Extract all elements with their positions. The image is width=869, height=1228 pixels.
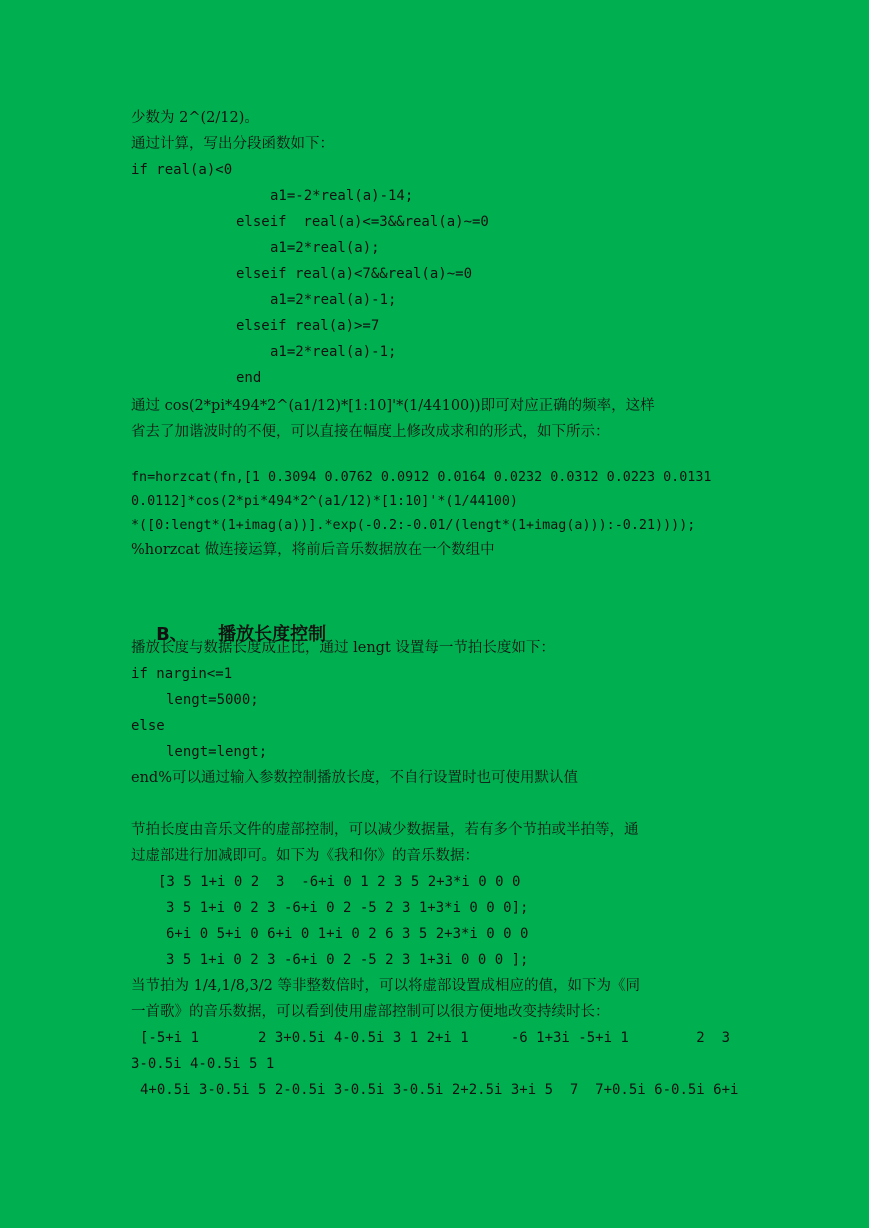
code-line: a1=-2*real(a)-14; — [270, 188, 414, 204]
text-line: 当节拍为 1/4,1/8,3/2 等非整数倍时，可以将虚部设置成相应的值，如下为《同 — [131, 978, 640, 994]
code-line: 3 5 1+i 0 2 3 -6+i 0 2 -5 2 3 1+3i 0 0 0 ]; — [166, 952, 529, 968]
code-line: else — [131, 718, 165, 734]
text-line: 播放长度与数据长度成正比，通过 lengt 设置每一节拍长度如下： — [131, 640, 555, 656]
code-line: *([0:lengt*(1+imag(a))].*exp(-0.2:-0.01/(lengt*(1+imag(a))):-0.21)))); — [131, 518, 696, 533]
text-line: %horzcat 做连接运算，将前后音乐数据放在一个数组中 — [131, 542, 495, 558]
code-line: elseif real(a)>=7 — [236, 318, 380, 334]
text-line: 一首歌》的音乐数据，可以看到使用虚部控制可以很方便地改变持续时长： — [131, 1004, 610, 1020]
text-line: 过虚部进行加减即可。如下为《我和你》的音乐数据： — [131, 848, 479, 864]
code-line: 3-0.5i 4-0.5i 5 1 — [131, 1056, 275, 1072]
code-line: end — [236, 370, 262, 386]
code-line: 3 5 1+i 0 2 3 -6+i 0 2 -5 2 3 1+3*i 0 0 0]; — [166, 900, 529, 916]
section-heading — [131, 599, 326, 671]
code-line: [3 5 1+i 0 2 3 -6+i 0 1 2 3 5 2+3*i 0 0 0 — [158, 874, 521, 890]
code-line: elseif real(a)<7&&real(a)~=0 — [236, 266, 473, 282]
code-line: if real(a)<0 — [131, 162, 233, 178]
code-line: 4+0.5i 3-0.5i 5 2-0.5i 3-0.5i 3-0.5i 2+2.5i 3+i 5 7 7+0.5i 6-0.5i 6+i — [140, 1082, 739, 1098]
code-line: 6+i 0 5+i 0 6+i 0 1+i 0 2 6 3 5 2+3*i 0 0 0 — [166, 926, 529, 942]
code-line: [-5+i 1 2 3+0.5i 4-0.5i 3 1 2+i 1 -6 1+3i -5+i 1 2 3 — [140, 1030, 731, 1046]
code-line: lengt=lengt; — [166, 744, 268, 760]
code-line: fn=horzcat(fn,[1 0.3094 0.0762 0.0912 0.0164 0.0232 0.0312 0.0223 0.0131 — [131, 470, 712, 485]
code-line: a1=2*real(a); — [270, 240, 380, 256]
code-line: 0.0112]*cos(2*pi*494*2^(a1/12)*[1:10]'*(1/44100) — [131, 494, 518, 509]
section-number: B、 — [156, 624, 188, 645]
text-line: 节拍长度由音乐文件的虚部控制，可以减少数据量，若有多个节拍或半拍等，通 — [131, 822, 639, 838]
text-line: 少数为 2^(2/12)。 — [131, 110, 259, 126]
code-line: a1=2*real(a)-1; — [270, 344, 397, 360]
section-title: 播放长度控制 — [218, 624, 327, 645]
code-line: lengt=5000; — [166, 692, 259, 708]
code-line: elseif real(a)<=3&&real(a)~=0 — [236, 214, 489, 230]
text-line: 通过计算，写出分段函数如下： — [131, 136, 334, 152]
code-line: a1=2*real(a)-1; — [270, 292, 397, 308]
text-line: 省去了加谐波时的不便，可以直接在幅度上修改成求和的形式，如下所示： — [131, 424, 610, 440]
text-line: end%可以通过输入参数控制播放长度，不自行设置时也可使用默认值 — [131, 770, 578, 786]
code-line: if nargin<=1 — [131, 666, 233, 682]
text-line: 通过 cos(2*pi*494*2^(a1/12)*[1:10]'*(1/44100))即可对应正确的频率，这样 — [131, 398, 655, 414]
